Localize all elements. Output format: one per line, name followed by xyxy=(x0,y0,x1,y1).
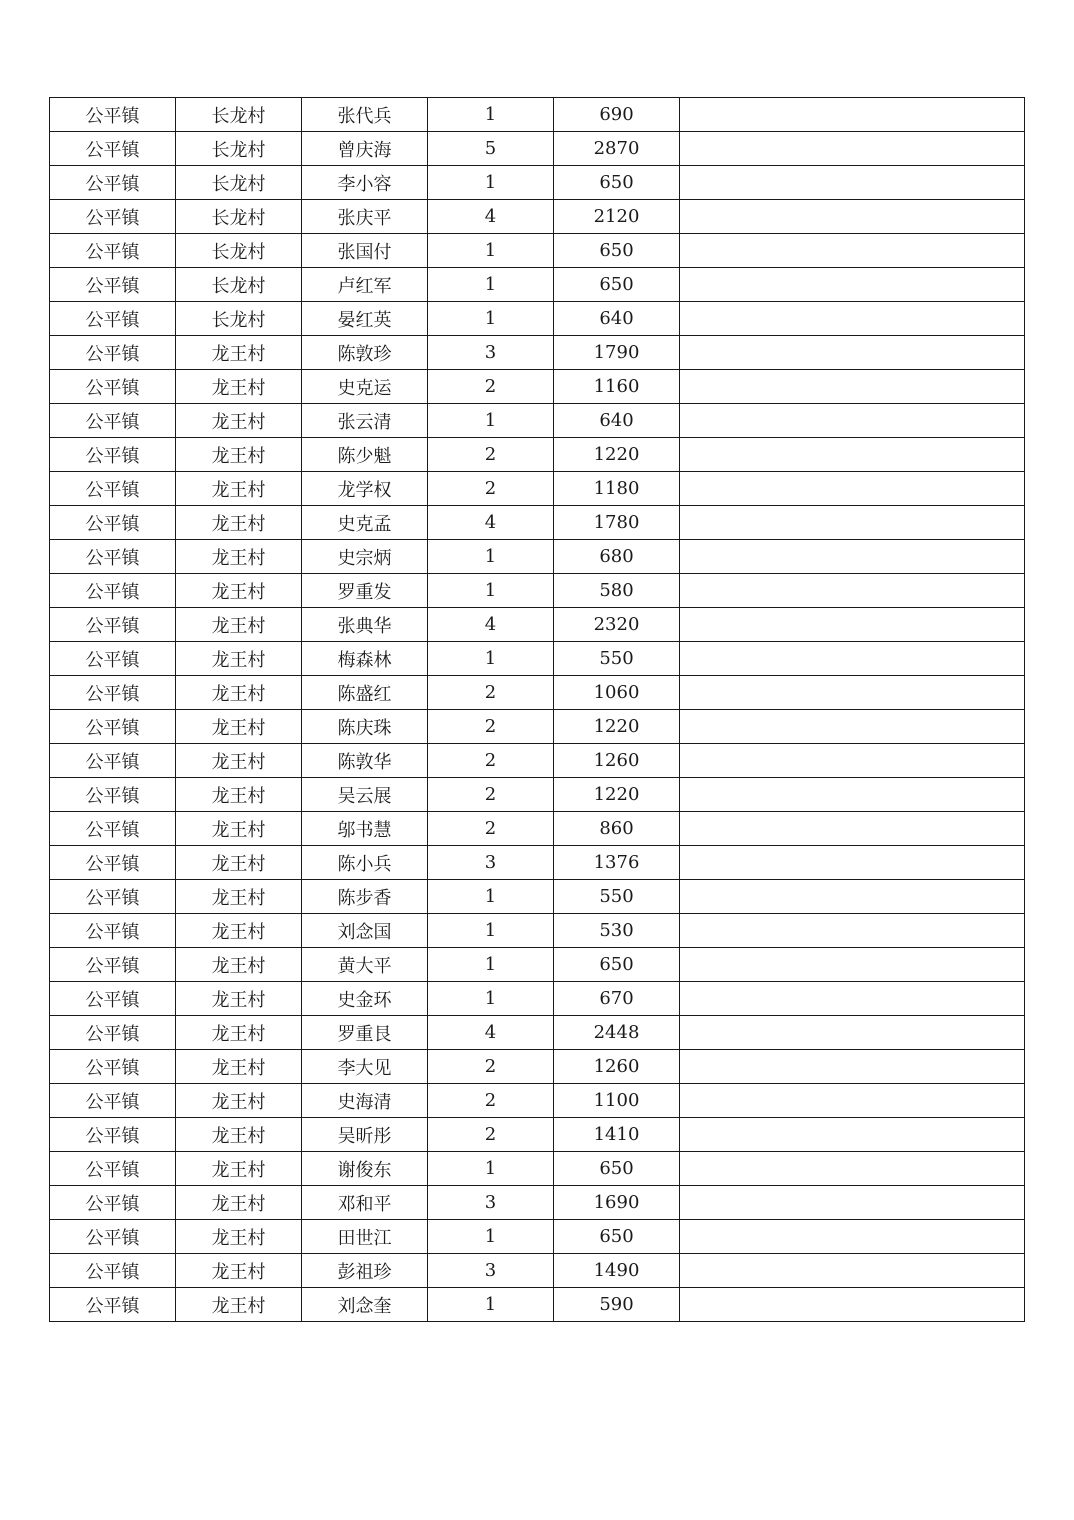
table-row xyxy=(50,404,1025,438)
note-cell xyxy=(680,676,1025,710)
table-row xyxy=(50,166,1025,200)
household-count-cell: 1 xyxy=(428,268,554,302)
village-cell: 龙王村 xyxy=(176,778,302,812)
note-cell xyxy=(680,472,1025,506)
village-cell: 龙王村 xyxy=(176,1288,302,1322)
note-cell xyxy=(680,540,1025,574)
village-cell: 龙王村 xyxy=(176,472,302,506)
note-cell xyxy=(680,1084,1025,1118)
household-count-cell: 4 xyxy=(428,608,554,642)
amount-cell: 1690 xyxy=(554,1186,680,1220)
town-cell: 公平镇 xyxy=(50,778,176,812)
household-count-cell: 2 xyxy=(428,438,554,472)
town-cell: 公平镇 xyxy=(50,1254,176,1288)
note-cell xyxy=(680,336,1025,370)
note-cell xyxy=(680,200,1025,234)
town-cell: 公平镇 xyxy=(50,1152,176,1186)
note-cell xyxy=(680,166,1025,200)
amount-cell: 650 xyxy=(554,268,680,302)
table-row xyxy=(50,948,1025,982)
village-cell: 龙王村 xyxy=(176,438,302,472)
village-cell: 龙王村 xyxy=(176,948,302,982)
name-cell: 刘念奎 xyxy=(302,1288,428,1322)
amount-cell: 1410 xyxy=(554,1118,680,1152)
town-cell: 公平镇 xyxy=(50,1016,176,1050)
note-cell xyxy=(680,710,1025,744)
table-row xyxy=(50,268,1025,302)
amount-cell: 1220 xyxy=(554,778,680,812)
note-cell xyxy=(680,98,1025,132)
household-count-cell: 2 xyxy=(428,472,554,506)
table-row xyxy=(50,914,1025,948)
village-cell: 龙王村 xyxy=(176,982,302,1016)
household-count-cell: 2 xyxy=(428,812,554,846)
table-row xyxy=(50,506,1025,540)
name-cell: 陈小兵 xyxy=(302,846,428,880)
household-count-cell: 1 xyxy=(428,914,554,948)
note-cell xyxy=(680,846,1025,880)
note-cell xyxy=(680,302,1025,336)
amount-cell: 550 xyxy=(554,642,680,676)
name-cell: 曾庆海 xyxy=(302,132,428,166)
village-cell: 龙王村 xyxy=(176,1016,302,1050)
table-row xyxy=(50,1152,1025,1186)
note-cell xyxy=(680,948,1025,982)
table-row xyxy=(50,574,1025,608)
amount-cell: 650 xyxy=(554,166,680,200)
table-row xyxy=(50,1254,1025,1288)
amount-cell: 590 xyxy=(554,1288,680,1322)
table-row xyxy=(50,812,1025,846)
household-count-cell: 2 xyxy=(428,1050,554,1084)
name-cell: 罗重发 xyxy=(302,574,428,608)
amount-cell: 550 xyxy=(554,880,680,914)
name-cell: 卢红军 xyxy=(302,268,428,302)
village-cell: 龙王村 xyxy=(176,914,302,948)
village-cell: 龙王村 xyxy=(176,1152,302,1186)
table-row xyxy=(50,472,1025,506)
town-cell: 公平镇 xyxy=(50,948,176,982)
village-cell: 长龙村 xyxy=(176,268,302,302)
amount-cell: 650 xyxy=(554,1152,680,1186)
amount-cell: 650 xyxy=(554,948,680,982)
note-cell xyxy=(680,778,1025,812)
note-cell xyxy=(680,1050,1025,1084)
name-cell: 吴云展 xyxy=(302,778,428,812)
town-cell: 公平镇 xyxy=(50,676,176,710)
village-cell: 龙王村 xyxy=(176,1220,302,1254)
town-cell: 公平镇 xyxy=(50,132,176,166)
table-row xyxy=(50,744,1025,778)
town-cell: 公平镇 xyxy=(50,846,176,880)
town-cell: 公平镇 xyxy=(50,98,176,132)
household-count-cell: 4 xyxy=(428,1016,554,1050)
table-row xyxy=(50,1016,1025,1050)
household-count-cell: 1 xyxy=(428,1288,554,1322)
roster-table-body xyxy=(50,98,1025,1322)
name-cell: 晏红英 xyxy=(302,302,428,336)
table-row xyxy=(50,1084,1025,1118)
amount-cell: 690 xyxy=(554,98,680,132)
note-cell xyxy=(680,914,1025,948)
town-cell: 公平镇 xyxy=(50,472,176,506)
household-count-cell: 1 xyxy=(428,642,554,676)
name-cell: 刘念国 xyxy=(302,914,428,948)
town-cell: 公平镇 xyxy=(50,268,176,302)
name-cell: 谢俊东 xyxy=(302,1152,428,1186)
household-count-cell: 2 xyxy=(428,370,554,404)
household-count-cell: 2 xyxy=(428,1084,554,1118)
household-count-cell: 4 xyxy=(428,506,554,540)
amount-cell: 680 xyxy=(554,540,680,574)
note-cell xyxy=(680,438,1025,472)
household-count-cell: 5 xyxy=(428,132,554,166)
table-row xyxy=(50,608,1025,642)
town-cell: 公平镇 xyxy=(50,540,176,574)
amount-cell: 1490 xyxy=(554,1254,680,1288)
village-cell: 长龙村 xyxy=(176,200,302,234)
village-cell: 龙王村 xyxy=(176,642,302,676)
note-cell xyxy=(680,234,1025,268)
town-cell: 公平镇 xyxy=(50,506,176,540)
amount-cell: 640 xyxy=(554,302,680,336)
name-cell: 陈少魁 xyxy=(302,438,428,472)
village-cell: 龙王村 xyxy=(176,574,302,608)
town-cell: 公平镇 xyxy=(50,1186,176,1220)
note-cell xyxy=(680,1016,1025,1050)
household-count-cell: 1 xyxy=(428,982,554,1016)
name-cell: 龙学权 xyxy=(302,472,428,506)
household-count-cell: 2 xyxy=(428,778,554,812)
household-count-cell: 2 xyxy=(428,710,554,744)
note-cell xyxy=(680,812,1025,846)
name-cell: 史克孟 xyxy=(302,506,428,540)
roster-table xyxy=(49,97,1025,1322)
household-count-cell: 1 xyxy=(428,302,554,336)
amount-cell: 640 xyxy=(554,404,680,438)
household-count-cell: 4 xyxy=(428,200,554,234)
table-row xyxy=(50,1220,1025,1254)
note-cell xyxy=(680,574,1025,608)
table-row xyxy=(50,642,1025,676)
note-cell xyxy=(680,506,1025,540)
name-cell: 邬书慧 xyxy=(302,812,428,846)
village-cell: 龙王村 xyxy=(176,506,302,540)
village-cell: 长龙村 xyxy=(176,98,302,132)
village-cell: 龙王村 xyxy=(176,1050,302,1084)
table-row xyxy=(50,302,1025,336)
amount-cell: 1220 xyxy=(554,438,680,472)
amount-cell: 2870 xyxy=(554,132,680,166)
village-cell: 龙王村 xyxy=(176,846,302,880)
table-row xyxy=(50,710,1025,744)
note-cell xyxy=(680,982,1025,1016)
note-cell xyxy=(680,1220,1025,1254)
name-cell: 黄大平 xyxy=(302,948,428,982)
village-cell: 长龙村 xyxy=(176,166,302,200)
household-count-cell: 3 xyxy=(428,846,554,880)
table-row xyxy=(50,1050,1025,1084)
town-cell: 公平镇 xyxy=(50,914,176,948)
note-cell xyxy=(680,268,1025,302)
name-cell: 罗重艮 xyxy=(302,1016,428,1050)
amount-cell: 1180 xyxy=(554,472,680,506)
household-count-cell: 3 xyxy=(428,1186,554,1220)
note-cell xyxy=(680,1118,1025,1152)
table-row xyxy=(50,846,1025,880)
amount-cell: 650 xyxy=(554,234,680,268)
household-count-cell: 1 xyxy=(428,540,554,574)
town-cell: 公平镇 xyxy=(50,1288,176,1322)
document-sheet xyxy=(49,97,1024,1322)
name-cell: 陈庆珠 xyxy=(302,710,428,744)
name-cell: 张典华 xyxy=(302,608,428,642)
amount-cell: 530 xyxy=(554,914,680,948)
note-cell xyxy=(680,1186,1025,1220)
village-cell: 龙王村 xyxy=(176,1186,302,1220)
household-count-cell: 1 xyxy=(428,166,554,200)
amount-cell: 1220 xyxy=(554,710,680,744)
name-cell: 吴昕彤 xyxy=(302,1118,428,1152)
village-cell: 龙王村 xyxy=(176,880,302,914)
town-cell: 公平镇 xyxy=(50,1084,176,1118)
table-row xyxy=(50,676,1025,710)
table-row xyxy=(50,336,1025,370)
town-cell: 公平镇 xyxy=(50,608,176,642)
household-count-cell: 1 xyxy=(428,404,554,438)
amount-cell: 1260 xyxy=(554,744,680,778)
table-row xyxy=(50,370,1025,404)
note-cell xyxy=(680,1152,1025,1186)
amount-cell: 860 xyxy=(554,812,680,846)
household-count-cell: 1 xyxy=(428,1220,554,1254)
amount-cell: 2120 xyxy=(554,200,680,234)
name-cell: 彭祖珍 xyxy=(302,1254,428,1288)
amount-cell: 1780 xyxy=(554,506,680,540)
note-cell xyxy=(680,404,1025,438)
table-row xyxy=(50,540,1025,574)
note-cell xyxy=(680,880,1025,914)
name-cell: 陈敦华 xyxy=(302,744,428,778)
village-cell: 龙王村 xyxy=(176,812,302,846)
table-row xyxy=(50,778,1025,812)
name-cell: 邓和平 xyxy=(302,1186,428,1220)
name-cell: 张云清 xyxy=(302,404,428,438)
table-row xyxy=(50,200,1025,234)
town-cell: 公平镇 xyxy=(50,370,176,404)
table-row xyxy=(50,1118,1025,1152)
household-count-cell: 1 xyxy=(428,1152,554,1186)
note-cell xyxy=(680,132,1025,166)
household-count-cell: 1 xyxy=(428,880,554,914)
village-cell: 龙王村 xyxy=(176,404,302,438)
amount-cell: 650 xyxy=(554,1220,680,1254)
village-cell: 长龙村 xyxy=(176,132,302,166)
name-cell: 张庆平 xyxy=(302,200,428,234)
name-cell: 梅森林 xyxy=(302,642,428,676)
household-count-cell: 3 xyxy=(428,336,554,370)
note-cell xyxy=(680,370,1025,404)
town-cell: 公平镇 xyxy=(50,574,176,608)
amount-cell: 2320 xyxy=(554,608,680,642)
table-row xyxy=(50,1288,1025,1322)
village-cell: 长龙村 xyxy=(176,302,302,336)
table-row xyxy=(50,982,1025,1016)
table-row xyxy=(50,880,1025,914)
village-cell: 龙王村 xyxy=(176,370,302,404)
village-cell: 龙王村 xyxy=(176,676,302,710)
note-cell xyxy=(680,608,1025,642)
town-cell: 公平镇 xyxy=(50,438,176,472)
note-cell xyxy=(680,1288,1025,1322)
household-count-cell: 3 xyxy=(428,1254,554,1288)
village-cell: 龙王村 xyxy=(176,540,302,574)
table-row xyxy=(50,1186,1025,1220)
village-cell: 长龙村 xyxy=(176,234,302,268)
town-cell: 公平镇 xyxy=(50,302,176,336)
town-cell: 公平镇 xyxy=(50,744,176,778)
household-count-cell: 1 xyxy=(428,98,554,132)
town-cell: 公平镇 xyxy=(50,642,176,676)
name-cell: 田世江 xyxy=(302,1220,428,1254)
table-row xyxy=(50,132,1025,166)
village-cell: 龙王村 xyxy=(176,1254,302,1288)
town-cell: 公平镇 xyxy=(50,336,176,370)
village-cell: 龙王村 xyxy=(176,1084,302,1118)
table-row xyxy=(50,438,1025,472)
household-count-cell: 1 xyxy=(428,948,554,982)
name-cell: 史克运 xyxy=(302,370,428,404)
town-cell: 公平镇 xyxy=(50,1118,176,1152)
note-cell xyxy=(680,642,1025,676)
amount-cell: 580 xyxy=(554,574,680,608)
name-cell: 李小容 xyxy=(302,166,428,200)
name-cell: 陈敦珍 xyxy=(302,336,428,370)
name-cell: 张代兵 xyxy=(302,98,428,132)
amount-cell: 1100 xyxy=(554,1084,680,1118)
household-count-cell: 1 xyxy=(428,574,554,608)
village-cell: 龙王村 xyxy=(176,336,302,370)
town-cell: 公平镇 xyxy=(50,166,176,200)
amount-cell: 1790 xyxy=(554,336,680,370)
note-cell xyxy=(680,1254,1025,1288)
town-cell: 公平镇 xyxy=(50,234,176,268)
town-cell: 公平镇 xyxy=(50,200,176,234)
town-cell: 公平镇 xyxy=(50,404,176,438)
amount-cell: 670 xyxy=(554,982,680,1016)
village-cell: 龙王村 xyxy=(176,608,302,642)
amount-cell: 1260 xyxy=(554,1050,680,1084)
name-cell: 张国付 xyxy=(302,234,428,268)
village-cell: 龙王村 xyxy=(176,744,302,778)
name-cell: 史金环 xyxy=(302,982,428,1016)
village-cell: 龙王村 xyxy=(176,710,302,744)
household-count-cell: 2 xyxy=(428,676,554,710)
household-count-cell: 2 xyxy=(428,744,554,778)
household-count-cell: 1 xyxy=(428,234,554,268)
town-cell: 公平镇 xyxy=(50,710,176,744)
amount-cell: 1060 xyxy=(554,676,680,710)
name-cell: 史宗炳 xyxy=(302,540,428,574)
name-cell: 史海清 xyxy=(302,1084,428,1118)
amount-cell: 1376 xyxy=(554,846,680,880)
town-cell: 公平镇 xyxy=(50,1050,176,1084)
household-count-cell: 2 xyxy=(428,1118,554,1152)
town-cell: 公平镇 xyxy=(50,1220,176,1254)
name-cell: 陈盛红 xyxy=(302,676,428,710)
table-row xyxy=(50,234,1025,268)
name-cell: 李大见 xyxy=(302,1050,428,1084)
village-cell: 龙王村 xyxy=(176,1118,302,1152)
name-cell: 陈步香 xyxy=(302,880,428,914)
town-cell: 公平镇 xyxy=(50,982,176,1016)
table-row xyxy=(50,98,1025,132)
note-cell xyxy=(680,744,1025,778)
town-cell: 公平镇 xyxy=(50,812,176,846)
amount-cell: 1160 xyxy=(554,370,680,404)
town-cell: 公平镇 xyxy=(50,880,176,914)
amount-cell: 2448 xyxy=(554,1016,680,1050)
